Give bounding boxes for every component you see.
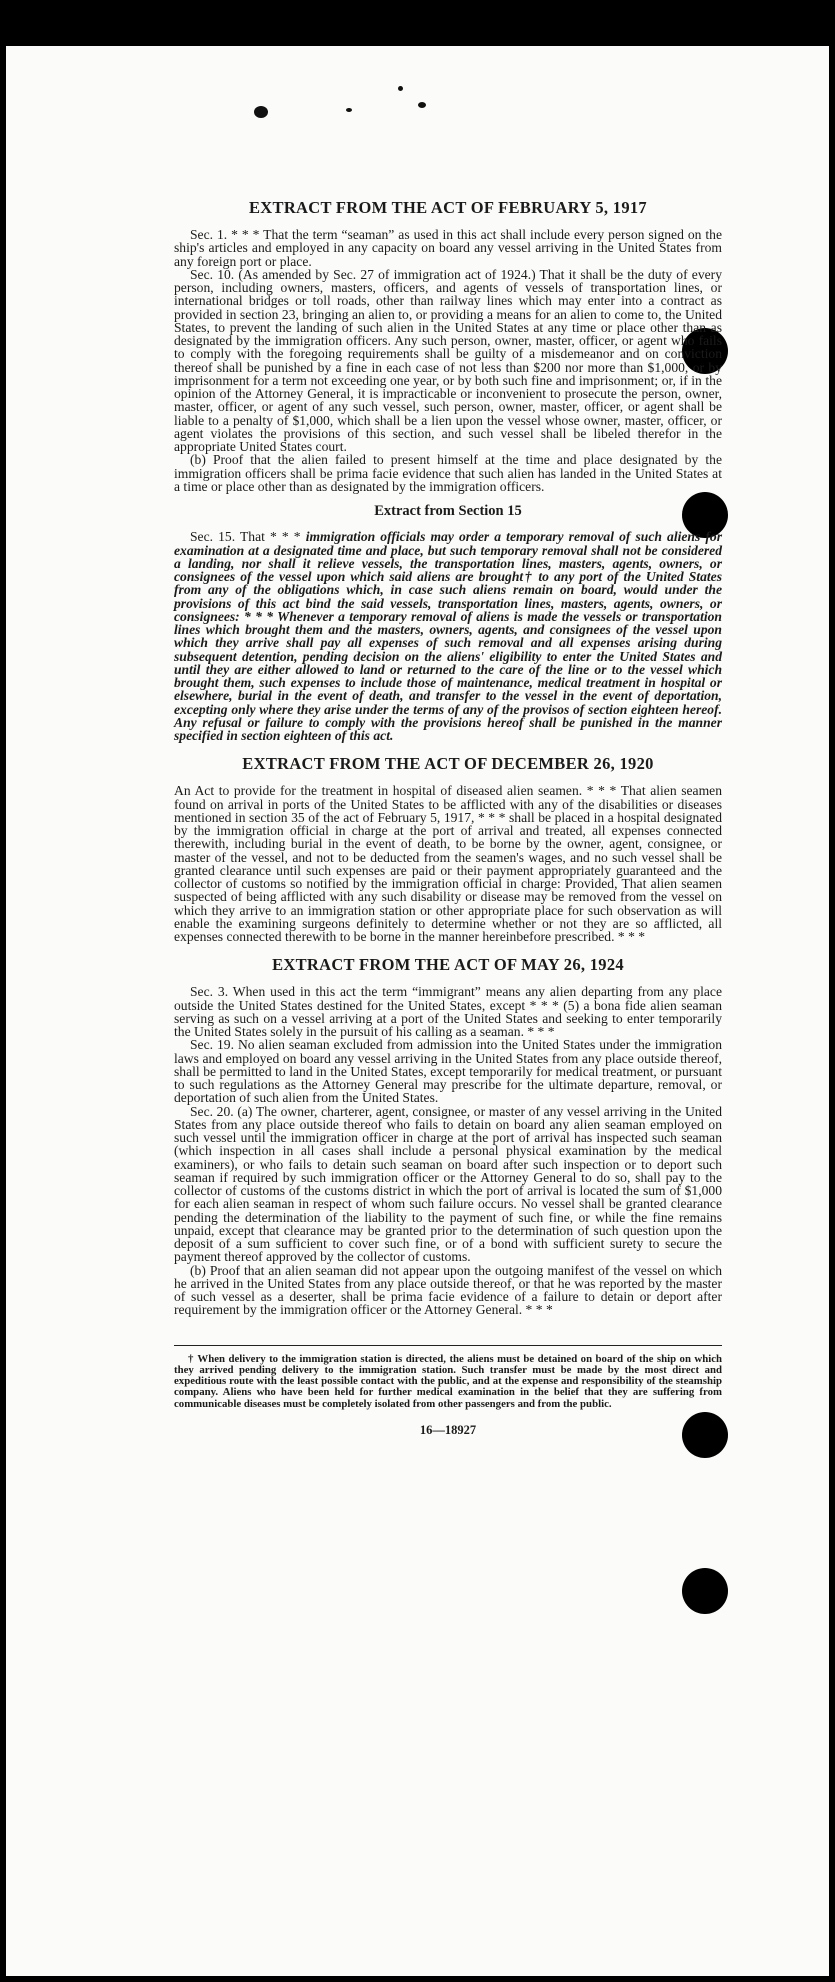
section-3-paragraph: Sec. 3. When used in this act the term “immigrant” means any alien departing from any place outside the United States destined for the United States, except * * * (5) a bona fide alien seaman serving as such on a vessel arriving at a port of the United States and seeking to enter temporarily the United States solely in the pursuit of his calling as a seaman. * * * <box>174 984 722 1039</box>
act-1920-paragraph: An Act to provide for the treatment in hospital of diseased alien seamen. * * * That alien seamen found on arrival in ports of the United States to be afflicted with any of the disabilities or diseases mentioned in section 35 of the act of February 5, 1917, * * * shall be placed in a hospital designated by the immigration official in charge at the port of arrival and treated, all expenses connected therewith, including burial in the event of death, to be borne by the owner, agent, consignee, or master of the vessel, and not to be deducted from the seamen's wages, and no such vessel shall be granted clearance until such expenses are paid or their payment appropriately guaranteed and the collector of customs so notified by the immigration official in charge: Provided, That alien seamen suspected of being afflicted with any such disability or disease may be removed from the vessel on which they arrive to an immigration station or other appropriate place for such observation as will enable the examining surgeons definitely to determine whether or not they are so afflicted, all expenses connected therewith to be borne in the manner hereinbefore prescribed. * * * <box>174 783 722 944</box>
section-15-paragraph <box>174 530 722 742</box>
footnote-divider <box>174 1345 722 1346</box>
section-15-lead: Sec. 15. That * * * <box>190 529 306 545</box>
heading-act-1920: EXTRACT FROM THE ACT OF DECEMBER 26, 1920 <box>242 754 654 774</box>
document-page <box>6 46 829 1976</box>
heading-section-15: Extract from Section 15 <box>374 503 522 519</box>
section-19-paragraph: Sec. 19. No alien seaman excluded from admission into the United States under the immigration laws and employed on board any vessel arriving in the United States from any place outside thereof, shall be permitted to land in the United States, except temporarily for medical treatment, or pursuant to such regulations as the Attorney General may prescribe for the ultimate departure, removal, or deportation of such alien from the United States. <box>174 1037 722 1106</box>
section-1-paragraph: Sec. 1. * * * That the term “seaman” as used in this act shall include every person signed on the ship's articles and employed in any capacity on board any vessel arriving in the United States from any foreign port or place. <box>174 227 722 269</box>
document-body <box>174 186 722 1437</box>
top-ink-speck <box>398 86 403 91</box>
footnote <box>174 1354 722 1410</box>
top-ink-speck <box>418 102 426 108</box>
section-10-paragraph: Sec. 10. (As amended by Sec. 27 of immigration act of 1924.) That it shall be the duty of every person, including owners, masters, officers, and agents of vessels of transportation lines, or international bridges or toll roads, other than railway lines which may enter into a contract as provided in section 23, bringing an alien to, or providing a means for an alien to come to, the United States, to prevent the landing of such alien in the United States at any time or place other than as designated by the immigration officers. Any such person, owner, master, officer, or agent who fails to comply with the foregoing requirements shall be guilty of a misdemeanor and on conviction thereof shall be punished by a fine in each case of not less than $200 nor more than $1,000, or by imprisonment for a term not exceeding one year, or by both such fine and imprisonment; or, if in the opinion of the Attorney General, it is impracticable or inconvenient to prosecute the person, owner, master, officer, or agent of any such vessel, such person, owner, master, officer, or agent shall be liable to a penalty of $1,000, which shall be a lien upon the vessel whose owner, master, officer, or agent violates the provisions of this section, and such vessel shall be libeled therefor in the appropriate United States court. <box>174 266 722 454</box>
page-number: 16—18927 <box>419 1422 477 1437</box>
top-ink-speck <box>346 108 352 112</box>
footnote-text: † When delivery to the immigration station is directed, the aliens must be detained on board of the ship on which they arrived pending delivery to the immigration station. Such transfer must be made by the most direct and expeditious route with the least possible contact with the public, and at the expense and responsibility of the steamship company. Aliens who have been held for further medical examination in the belief that they are suffering from communicable diseases must be completely isolated from other passengers and from the public. <box>174 1352 722 1410</box>
section-15-text: immigration officials may order a temporary removal of such aliens for examination at a designated time and place, but such temporary removal shall not be considered a landing, nor shall it relieve vessels, the transportation lines, masters, agents, owners, or consignees of the vessel upon which said aliens are brought† to any port of the United States from any of the obligations which, in case such aliens remain on board, would under the provisions of this act bind the said vessels, transportation lines, masters, agents, owners, or consignees: * * * Whenever a temporary removal of aliens is made the vessels or transportation lines which brought them and the masters, owners, agents, and consignees of the vessel upon which they arrive shall pay all expenses of such removal and all expenses arising during subsequent detention, pending decision on the aliens' eligibility to enter the United States and until they are either allowed to land or returned to the care of the line or to the vessel which brought them, such expenses to include those of maintenance, medical treatment in hospital or elsewhere, burial in the event of death, and transfer to the vessel in the event of deportation, excepting only where they arise under the terms of any of the provisos of section eighteen hereof. Any refusal or failure to comply with the provisions hereof shall be punished in the manner specified in section eighteen of this act. <box>174 529 723 743</box>
top-ink-blot <box>254 106 268 118</box>
section-20a-paragraph: Sec. 20. (a) The owner, charterer, agent, consignee, or master of any vessel arriving in the United States from any place outside thereof who fails to detain on board any alien seaman employed on such vessel until the immigration officer in charge at the port of arrival has inspected such seaman (which inspection in all cases shall include a personal physical examination by the medical examiners), or who fails to detain such seaman on board after such inspection or to deport such seaman if required by such immigration officer or the Attorney General to do so, shall pay to the collector of customs of the customs district in which the port of arrival is located the sum of $1,000 for each alien seaman in respect of whom such failure occurs. No vessel shall be granted clearance pending the determination of the liability to the payment of such fine, or while the fine remains unpaid, except that clearance may be granted prior to the determination of such question upon the deposit of a sum sufficient to cover such fine, or of a bond with sufficient surety to secure the payment thereof approved by the collector of customs. <box>174 1103 722 1265</box>
section-10b-paragraph: (b) Proof that the alien failed to present himself at the time and place designated by the immigration officers shall be prima facie evidence that such alien has landed in the United States at a time or place other than as designated by the immigration officers. <box>174 452 722 494</box>
heading-act-1924: EXTRACT FROM THE ACT OF MAY 26, 1924 <box>272 955 624 975</box>
punch-hole <box>682 1568 728 1614</box>
section-20b-paragraph: (b) Proof that an alien seaman did not appear upon the outgoing manifest of the vessel on which he arrived in the United States from any place outside thereof, or that he was reported by the master of such vessel as a deserter, shall be prima facie evidence of a failure to detain or deport after requirement by the immigration officer or the Attorney General. * * * <box>174 1262 722 1318</box>
heading-act-1917: EXTRACT FROM THE ACT OF FEBRUARY 5, 1917 <box>249 198 647 217</box>
